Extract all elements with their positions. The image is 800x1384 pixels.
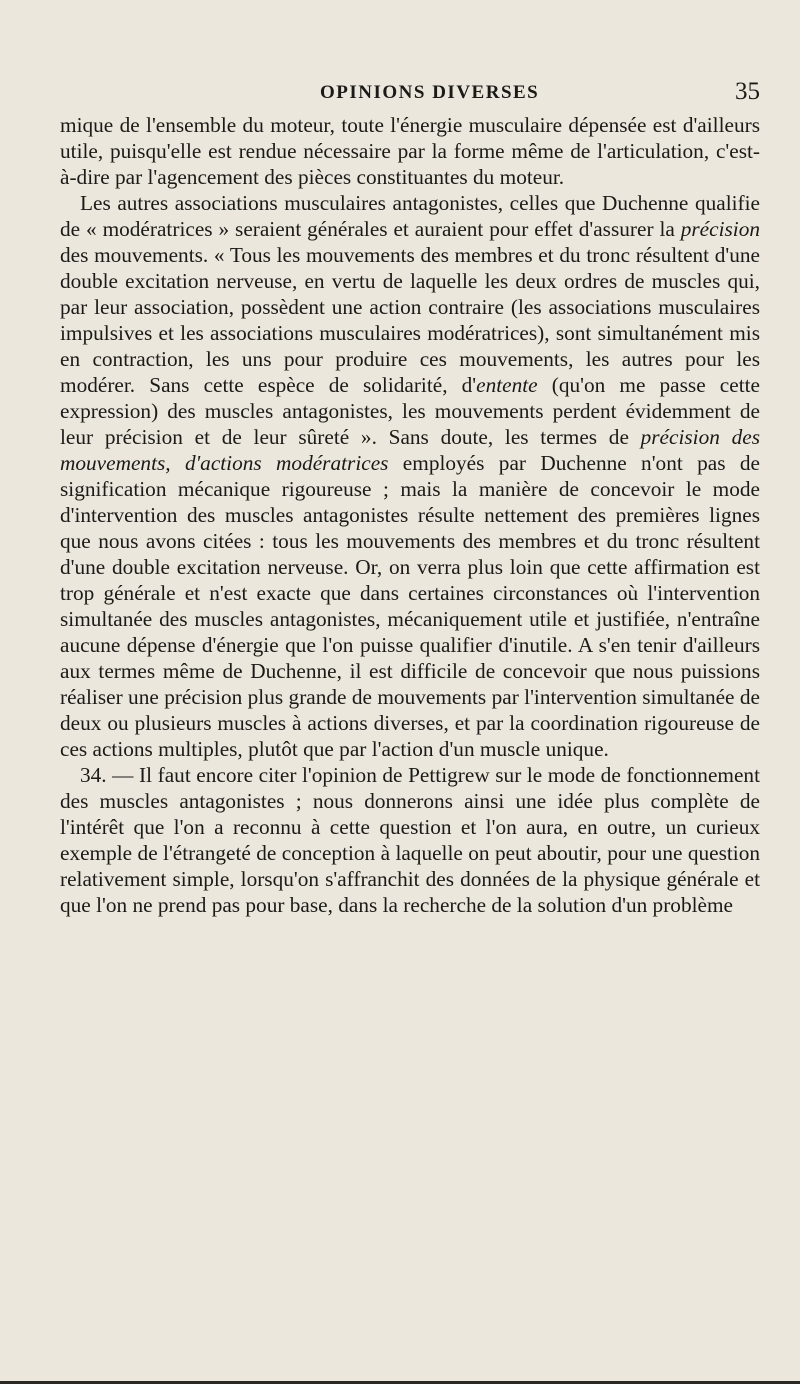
paragraph-duchenne [60, 190, 760, 762]
text-segment: des mouvements. « Tous les mouvements des membres et du tronc résultent d'une double excitation nerveuse, en vertu de laquelle les deux ordres de muscles qui, par leur association, possèdent une action contraire (les associations musculaires impulsives et les associations musculaires modératrices), sont simultanément mis en contraction, les uns pour produire ces mouvements, les autres pour les modérer. Sans cette espèce de solidarité, d' [60, 243, 760, 397]
running-header [60, 78, 760, 108]
body-text [60, 112, 760, 918]
paragraph-section-34: 34. — Il faut encore citer l'opinion de Pettigrew sur le mode de fonctionnement des muscles antagonistes ; nous donnerons ainsi une idée plus complète de l'intérêt que l'on a reconnu à cette question et l'on aura, en outre, un curieux exemple de l'étrangeté de conception à laquelle on peut aboutir, pour une question relativement simple, lorsqu'on s'affranchit des données de la physique générale et que l'on ne prend pas pour base, dans la recherche de la solution d'un problème [60, 763, 760, 917]
page-number: 35 [735, 78, 760, 105]
italic-term-precision-mouvements: précision des mouvements, d'actions modératrices [60, 425, 760, 475]
paragraph-continuation: mique de l'ensemble du moteur, toute l'énergie musculaire dépensée est d'ailleurs utile, puisqu'elle est rendue nécessaire par la forme même de l'articulation, c'est-à-dire par l'agencement des pièces constituantes du moteur. [60, 113, 760, 189]
italic-term-entente: entente [476, 373, 538, 397]
italic-term-precision: précision [680, 217, 760, 241]
running-title: OPINIONS DIVERSES [320, 82, 540, 103]
text-segment: employés par Duchenne n'ont pas de signification mécanique rigoureuse ; mais la manière de concevoir le mode d'intervention des muscles antagonistes résulte nettement des premières lignes que nous avons citées : tous les mouvements des membres et du tronc résultent d'une double excitation nerveuse. Or, on verra plus loin que cette affirmation est trop générale et n'est exacte que dans certaines circonstances où l'intervention simultanée des muscles antagonistes, mécaniquement utile et justifiée, n'entraîne aucune dépense d'énergie que l'on puisse qualifier d'inutile. A s'en tenir d'ailleurs aux termes même de Duchenne, il est difficile de concevoir que nous puissions réaliser une précision plus grande de mouvements par l'intervention simultanée de deux ou plusieurs muscles à actions diverses, et par la coordination rigoureuse de ces actions multiples, plutôt que par l'action d'un muscle unique. [60, 451, 760, 761]
text-segment: Les autres associations musculaires antagonistes, celles que Duchenne qualifie de « modératrices » seraient générales et auraient pour effet d'assurer la [60, 191, 760, 241]
text-segment: (qu'on me passe cette expression) des muscles antagonistes, les mouvements perdent évidemment de leur précision et de leur sûreté ». Sans doute, les termes de [60, 373, 760, 449]
